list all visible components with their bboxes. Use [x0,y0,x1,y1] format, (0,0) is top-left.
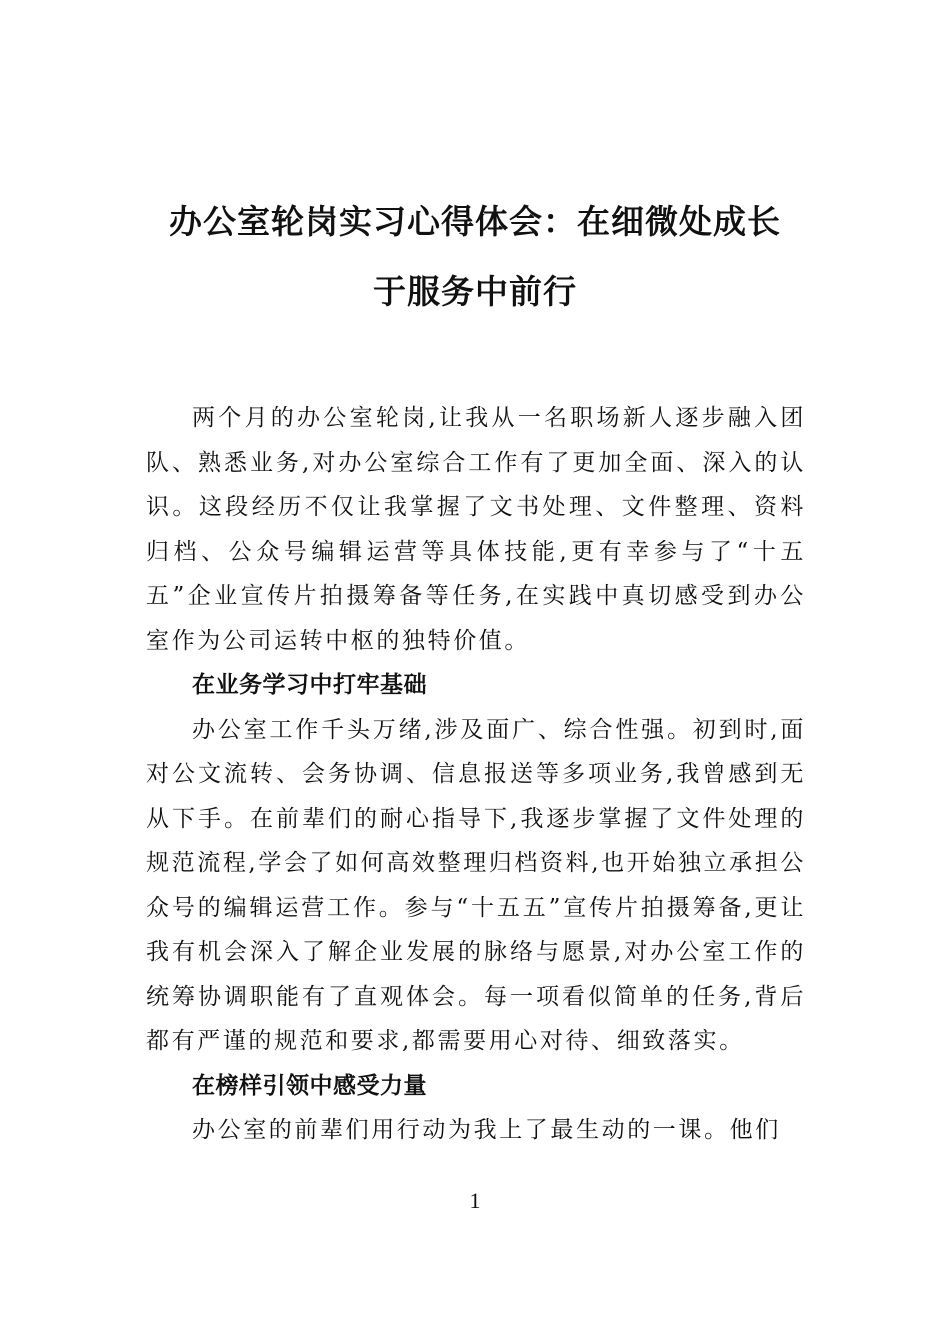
paragraph-section-2: 办公室的前辈们用行动为我上了最生动的一课。他们 [192,1117,781,1143]
paragraph-intro: 两个月的办公室轮岗,让我从一名职场新人逐步融入团队、熟悉业务,对办公室综合工作有了更加全面、深入的认识。这段经历不仅让我掌握了文书处理、文件整理、资料归档、公众号编辑运营等具体技能,更有幸参与了“十五五”企业宣传片拍摄筹备等任务,在实践中真切感受到办公室作为公司运转中枢的独特价值。 [146,405,806,654]
document-title-line-1: 办公室轮岗实习心得体会：在细微处成长 [169,202,781,241]
section-heading-1: 在业务学习中打牢基础 [192,672,427,698]
document-title-line-2: 于服务中前行 [373,272,577,311]
paragraph-section-1: 办公室工作千头万绪,涉及面广、综合性强。初到时,面对公文流转、会务协调、信息报送等多项业务,我曾感到无从下手。在前辈们的耐心指导下,我逐步掌握了文件处理的规范流程,学会了如何高效整理归档资料,也开始独立承担公众号的编辑运营工作。参与“十五五”宣传片拍摄筹备,更让我有机会深入了解企业发展的脉络与愿景,对办公室工作的统筹协调职能有了直观体会。每一项看似简单的任务,背后都有严谨的规范和要求,都需要用心对待、细致落实。 [146,716,806,1054]
page-number: 1 [469,1188,481,1213]
section-heading-2: 在榜样引领中感受力量 [192,1072,427,1099]
document-body [146,396,806,1153]
